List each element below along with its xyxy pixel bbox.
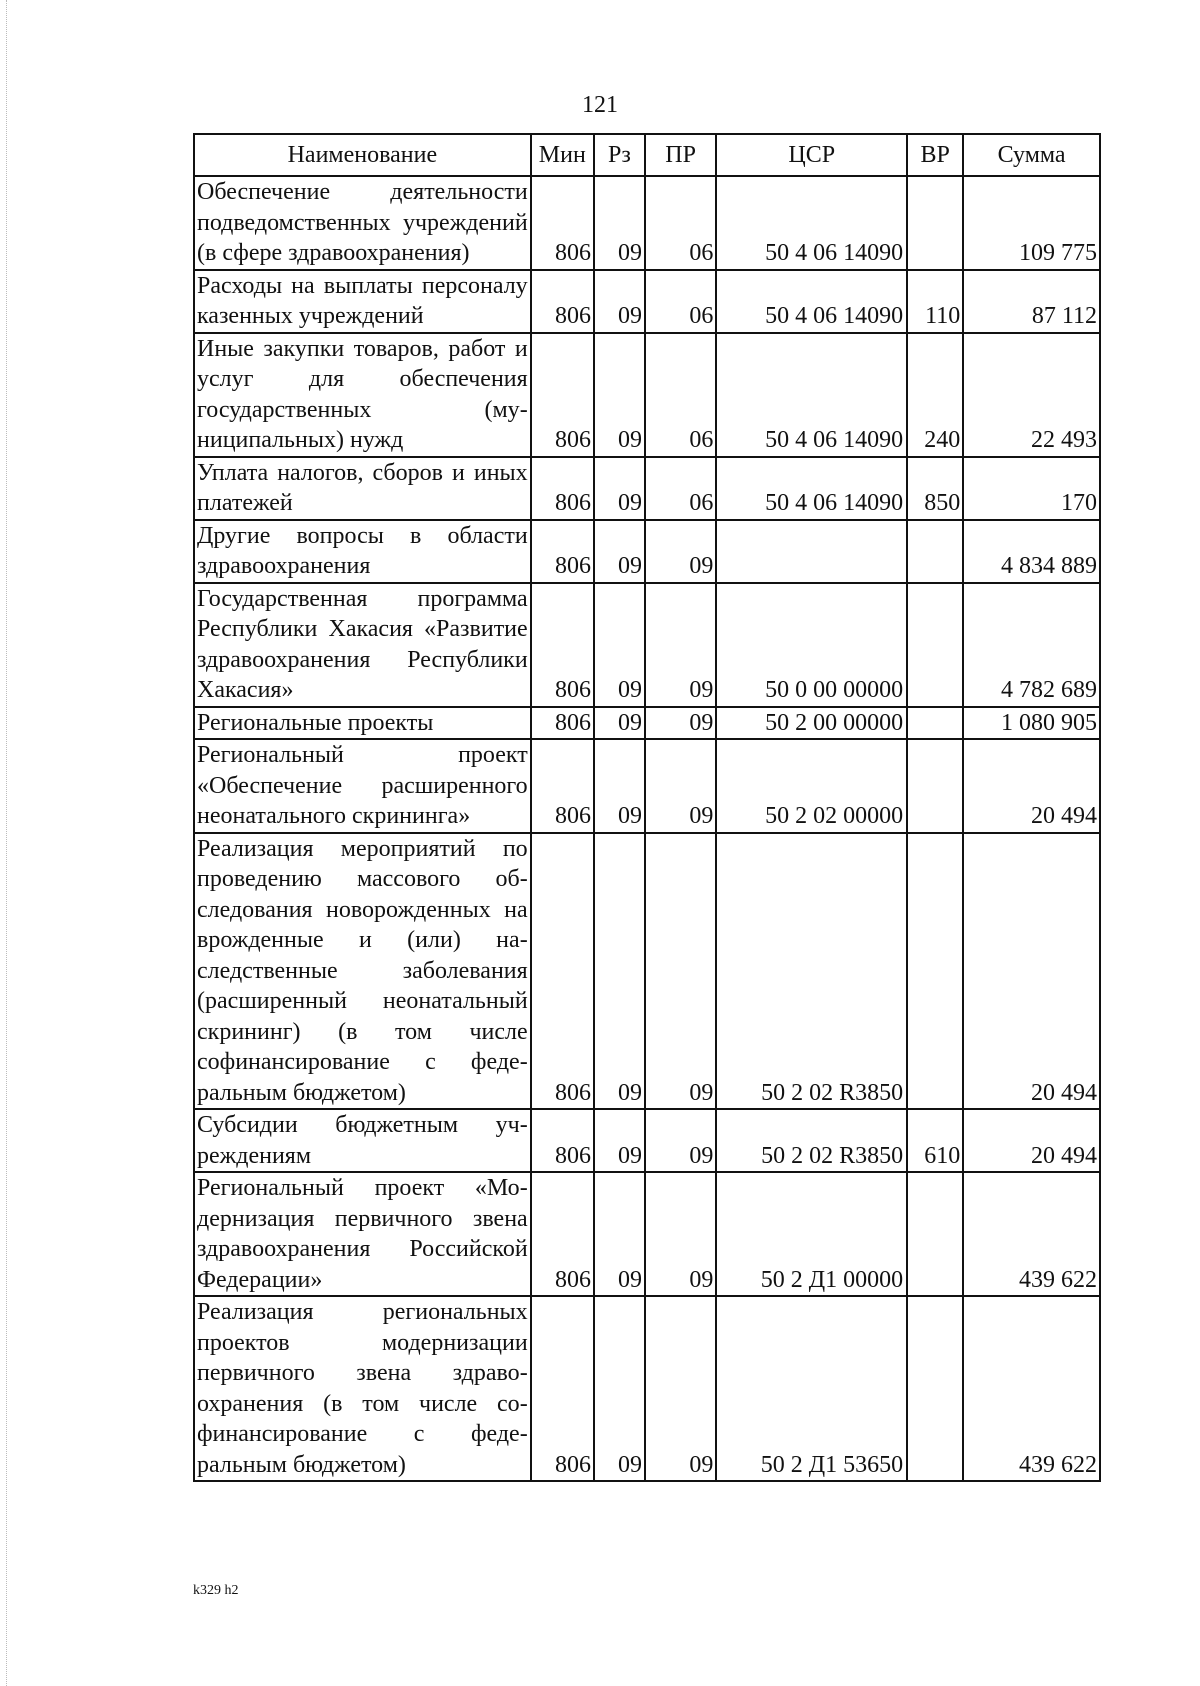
- cell-csr: 50 4 06 14090: [716, 333, 907, 457]
- cell-csr: 50 4 06 14090: [716, 270, 907, 333]
- cell-min: 806: [531, 1109, 594, 1172]
- header-pr: ПР: [645, 134, 716, 176]
- cell-name: Реализация мероприятий по проведению массового обследования новорожденных на врожденные и (или) наследственные заболевания (расширенный неонатальный скрининг) (в том числе софинансирование с федеральным бюджетом): [194, 833, 531, 1110]
- cell-rz: 09: [594, 1109, 645, 1172]
- cell-rz: 09: [594, 707, 645, 740]
- cell-name: Государственная программа Республики Хакасия «Развитие здравоохранения Республики Хакасия»: [194, 583, 531, 707]
- cell-rz: 09: [594, 739, 645, 833]
- cell-min: 806: [531, 739, 594, 833]
- cell-name: Обеспечение деятельности подведомственных учреждений (в сфере здравоохранения): [194, 176, 531, 270]
- cell-name: Субсидии бюджетным учреждениям: [194, 1109, 531, 1172]
- cell-csr: 50 2 00 00000: [716, 707, 907, 740]
- cell-csr: 50 4 06 14090: [716, 176, 907, 270]
- cell-sum: 4 834 889: [963, 520, 1100, 583]
- table-row: [194, 333, 1100, 457]
- cell-csr: 50 4 06 14090: [716, 457, 907, 520]
- cell-name: Региональные проекты: [194, 707, 531, 740]
- cell-vr: [907, 1296, 963, 1481]
- cell-rz: 09: [594, 176, 645, 270]
- cell-pr: 09: [645, 1109, 716, 1172]
- cell-csr: 50 0 00 00000: [716, 583, 907, 707]
- table-row: [194, 583, 1100, 707]
- cell-sum: 439 622: [963, 1296, 1100, 1481]
- cell-name: Другие вопросы в области здравоохранения: [194, 520, 531, 583]
- cell-sum: 20 494: [963, 739, 1100, 833]
- footer-code: k329 h2: [193, 1583, 239, 1598]
- cell-min: 806: [531, 1296, 594, 1481]
- cell-name: Региональный проект «Обеспечение расширенного неонатального скрининга»: [194, 739, 531, 833]
- table-row: [194, 520, 1100, 583]
- cell-csr: 50 2 02 R3850: [716, 833, 907, 1110]
- cell-rz: 09: [594, 583, 645, 707]
- header-rz: Рз: [594, 134, 645, 176]
- table-header-row: [194, 134, 1100, 176]
- table-row: [194, 1296, 1100, 1481]
- cell-sum: 4 782 689: [963, 583, 1100, 707]
- cell-vr: 240: [907, 333, 963, 457]
- cell-min: 806: [531, 457, 594, 520]
- cell-sum: 439 622: [963, 1172, 1100, 1296]
- cell-min: 806: [531, 707, 594, 740]
- cell-sum: 20 494: [963, 1109, 1100, 1172]
- cell-vr: [907, 707, 963, 740]
- cell-min: 806: [531, 270, 594, 333]
- table-row: [194, 1109, 1100, 1172]
- cell-name: Региональный проект «Модернизация первичного звена здравоохранения Российской Федерации»: [194, 1172, 531, 1296]
- cell-vr: [907, 1172, 963, 1296]
- cell-pr: 09: [645, 739, 716, 833]
- cell-pr: 09: [645, 707, 716, 740]
- cell-name: Иные закупки товаров, работ и услуг для обеспечения государственных (муниципальных) нужд: [194, 333, 531, 457]
- table-row: [194, 270, 1100, 333]
- cell-vr: [907, 520, 963, 583]
- cell-min: 806: [531, 520, 594, 583]
- cell-rz: 09: [594, 457, 645, 520]
- table-row: [194, 833, 1100, 1110]
- table-row: [194, 1172, 1100, 1296]
- header-vr: ВР: [907, 134, 963, 176]
- table-row: [194, 707, 1100, 740]
- cell-csr: [716, 520, 907, 583]
- cell-vr: [907, 176, 963, 270]
- cell-rz: 09: [594, 1172, 645, 1296]
- header-sum: Сумма: [963, 134, 1100, 176]
- cell-sum: 22 493: [963, 333, 1100, 457]
- cell-rz: 09: [594, 1296, 645, 1481]
- cell-sum: 1 080 905: [963, 707, 1100, 740]
- cell-sum: 20 494: [963, 833, 1100, 1110]
- cell-name: Расходы на выплаты персоналу казенных учреждений: [194, 270, 531, 333]
- cell-vr: [907, 583, 963, 707]
- header-name: Наименование: [194, 134, 531, 176]
- table-row: [194, 739, 1100, 833]
- cell-rz: 09: [594, 520, 645, 583]
- cell-sum: 87 112: [963, 270, 1100, 333]
- cell-rz: 09: [594, 833, 645, 1110]
- cell-pr: 06: [645, 457, 716, 520]
- cell-vr: 110: [907, 270, 963, 333]
- cell-vr: [907, 739, 963, 833]
- cell-pr: 06: [645, 333, 716, 457]
- header-min: Мин: [531, 134, 594, 176]
- cell-name: Уплата налогов, сборов и иных платежей: [194, 457, 531, 520]
- cell-vr: [907, 833, 963, 1110]
- table-body: [194, 176, 1100, 1481]
- cell-rz: 09: [594, 333, 645, 457]
- cell-csr: 50 2 Д1 53650: [716, 1296, 907, 1481]
- cell-csr: 50 2 Д1 00000: [716, 1172, 907, 1296]
- cell-name: Реализация региональных проектов модернизации первичного звена здравоохранения (в том числе софинансирование с федеральным бюджетом): [194, 1296, 531, 1481]
- cell-pr: 09: [645, 833, 716, 1110]
- budget-table: [193, 133, 1101, 1482]
- cell-pr: 09: [645, 1172, 716, 1296]
- cell-pr: 09: [645, 583, 716, 707]
- cell-min: 806: [531, 1172, 594, 1296]
- table-row: [194, 457, 1100, 520]
- cell-min: 806: [531, 176, 594, 270]
- cell-pr: 09: [645, 1296, 716, 1481]
- cell-min: 806: [531, 333, 594, 457]
- header-csr: ЦСР: [716, 134, 907, 176]
- cell-sum: 109 775: [963, 176, 1100, 270]
- cell-vr: 610: [907, 1109, 963, 1172]
- cell-sum: 170: [963, 457, 1100, 520]
- cell-csr: 50 2 02 R3850: [716, 1109, 907, 1172]
- cell-csr: 50 2 02 00000: [716, 739, 907, 833]
- page-number: 121: [582, 92, 618, 118]
- cell-rz: 09: [594, 270, 645, 333]
- cell-min: 806: [531, 583, 594, 707]
- cell-pr: 09: [645, 520, 716, 583]
- scan-margin-line: [6, 0, 7, 1686]
- cell-min: 806: [531, 833, 594, 1110]
- cell-pr: 06: [645, 176, 716, 270]
- table-row: [194, 176, 1100, 270]
- cell-pr: 06: [645, 270, 716, 333]
- cell-vr: 850: [907, 457, 963, 520]
